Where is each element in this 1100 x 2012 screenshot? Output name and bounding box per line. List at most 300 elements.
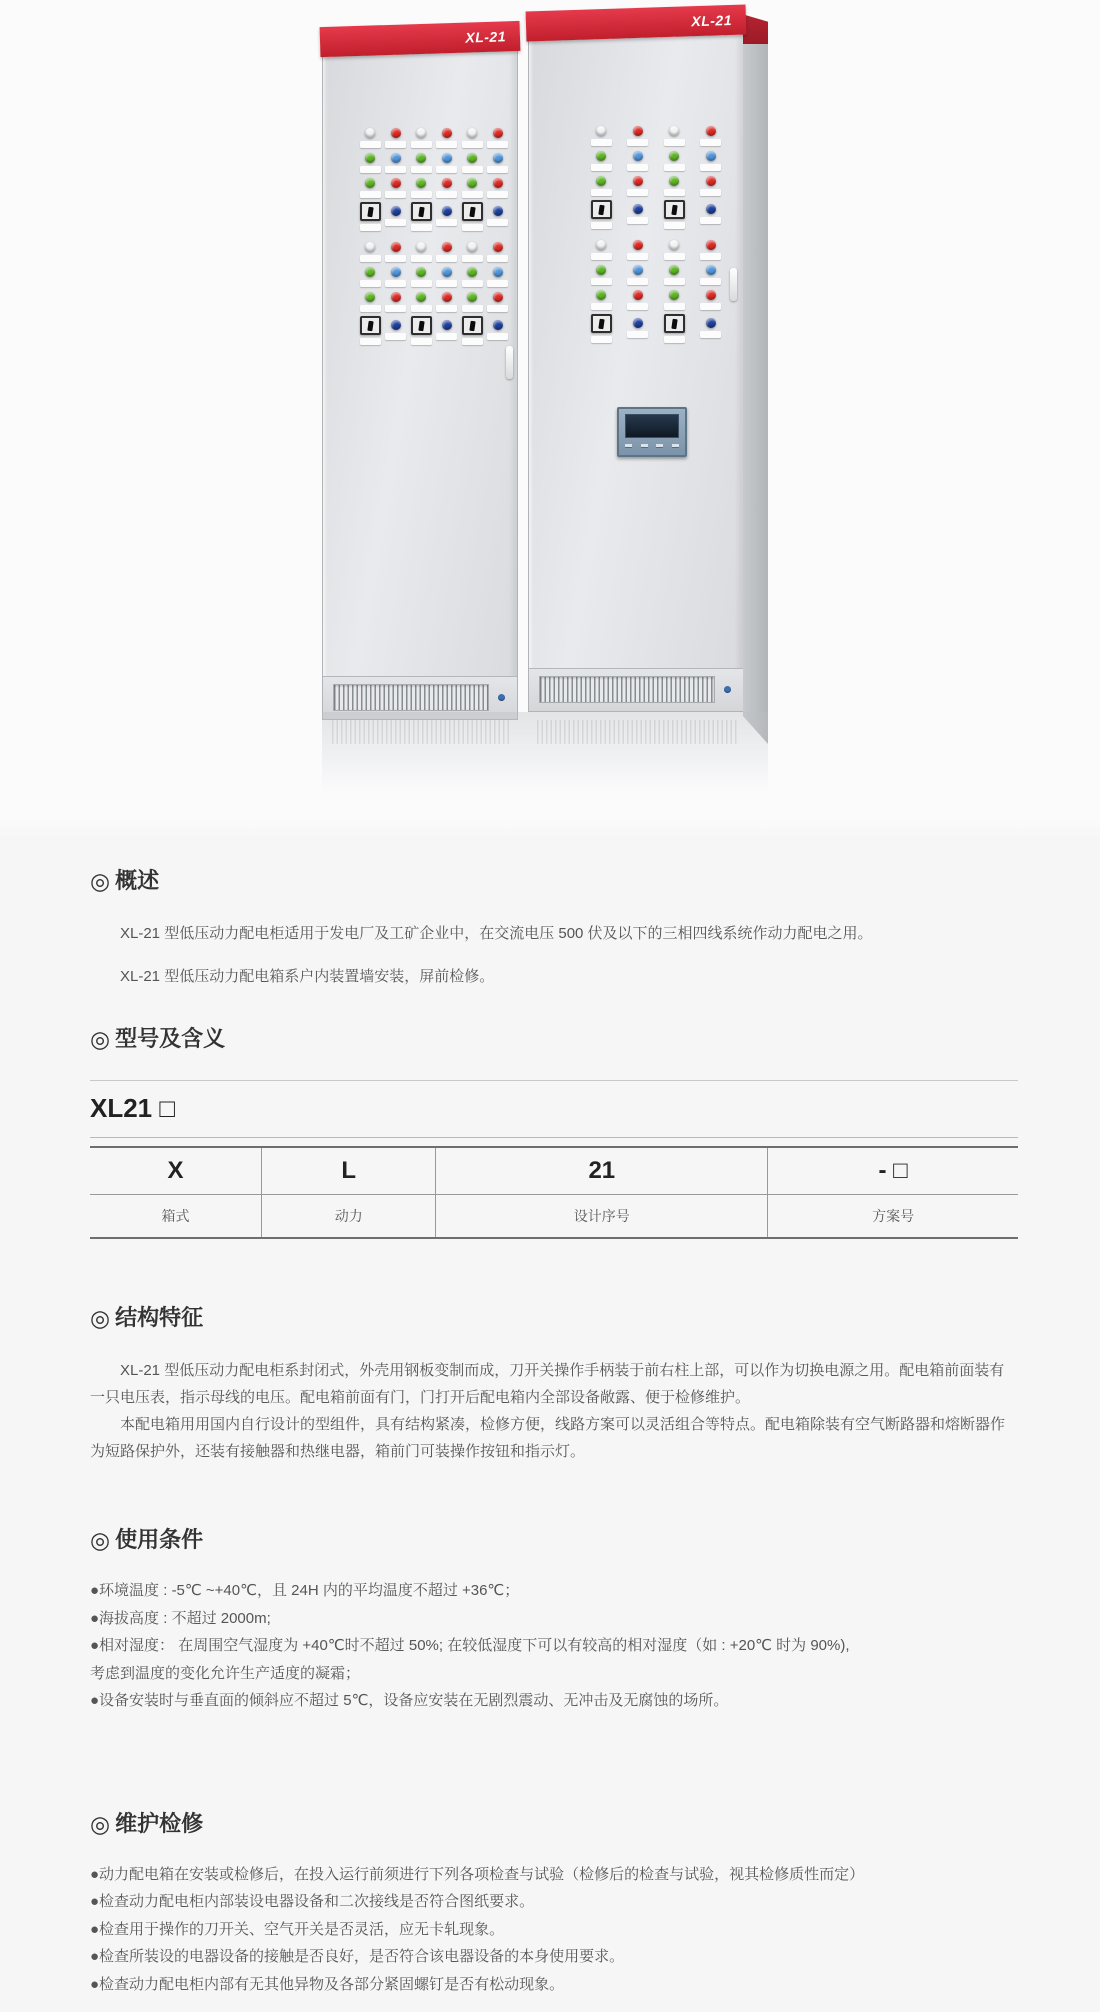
- label-strip: [436, 280, 457, 287]
- label-strip: [664, 253, 685, 260]
- model-code: [90, 1093, 1018, 1124]
- panel-row: [589, 240, 723, 260]
- label-strip: [700, 253, 721, 260]
- label-strip: [664, 164, 685, 171]
- floor-reflection: [322, 712, 768, 807]
- panel-cell: [409, 153, 433, 173]
- label-strip: [700, 139, 721, 146]
- label-strip: [487, 166, 508, 173]
- switch-lever: [671, 204, 677, 215]
- indicator-button-red: [706, 240, 716, 250]
- indicator-button-red: [391, 242, 401, 252]
- indicator-button-red: [442, 292, 452, 302]
- panel-cell: [460, 320, 484, 345]
- indicator-button-green: [416, 153, 426, 163]
- indicator-button-navy: [391, 320, 401, 330]
- cabinet-left-door: [322, 50, 518, 720]
- panel-cell: [435, 178, 459, 198]
- panel-row: [589, 265, 723, 285]
- panel-cell: [384, 320, 408, 345]
- conditions-list: [90, 1577, 1018, 1715]
- lock-dot-right: [724, 686, 731, 693]
- indicator-button-blue: [391, 267, 401, 277]
- label-strip: [591, 278, 612, 285]
- panel-cell: [435, 267, 459, 287]
- panel-cell: [626, 151, 650, 171]
- indicator-button-red: [442, 242, 452, 252]
- label-strip: [385, 191, 406, 198]
- label-strip: [385, 280, 406, 287]
- knife-switch-icon: [462, 202, 483, 221]
- label-strip: [700, 278, 721, 285]
- label-strip: [436, 166, 457, 173]
- label-strip: [487, 219, 508, 226]
- panel-cell: [358, 292, 382, 312]
- indicator-button-green: [669, 151, 679, 161]
- indicator-button-red: [633, 290, 643, 300]
- indicator-button-blue: [706, 265, 716, 275]
- indicator-button-red: [442, 128, 452, 138]
- panel-cell: [384, 206, 408, 231]
- panel-cell: [662, 240, 686, 260]
- indicator-button-green: [365, 153, 375, 163]
- label-strip: [436, 219, 457, 226]
- indicator-button-white: [669, 126, 679, 136]
- label-strip: [487, 280, 508, 287]
- panel-cell: [460, 128, 484, 148]
- indicator-button-white: [416, 128, 426, 138]
- panel-row: [358, 267, 510, 287]
- indicator-button-red: [391, 292, 401, 302]
- label-strip: [591, 164, 612, 171]
- panel-cell: [486, 320, 510, 345]
- indicator-button-blue: [442, 267, 452, 277]
- model-table-code-cell: X: [167, 1157, 184, 1184]
- indicator-button-red: [493, 242, 503, 252]
- indicator-button-white: [365, 242, 375, 252]
- panel-row: [589, 290, 723, 310]
- indicator-button-blue: [391, 153, 401, 163]
- knife-switch-icon: [411, 202, 432, 221]
- label-strip: [627, 139, 648, 146]
- panel-cell: [699, 151, 723, 171]
- model-table-meaning-cell: 箱式: [90, 1195, 262, 1239]
- bullseye-icon: ◎: [90, 1810, 111, 1837]
- panel-cell: [589, 126, 613, 146]
- indicator-button-green: [365, 267, 375, 277]
- panel-cell: [699, 126, 723, 146]
- panel-cell: [460, 153, 484, 173]
- panel-cell: [358, 267, 382, 287]
- indicator-button-red: [633, 176, 643, 186]
- lcd-display: [617, 407, 687, 457]
- panel-row: [589, 151, 723, 171]
- switch-lever: [598, 318, 604, 329]
- label-strip: [360, 224, 381, 231]
- panel-cell: [486, 242, 510, 262]
- panel-cell: [384, 292, 408, 312]
- label-strip: [591, 139, 612, 146]
- label-strip: [664, 139, 685, 146]
- control-button-grid-right: [589, 126, 723, 354]
- label-strip: [462, 224, 483, 231]
- label-strip: [436, 333, 457, 340]
- structure-paragraphs: [90, 1357, 1018, 1465]
- label-strip: [462, 255, 483, 262]
- switch-lever: [469, 206, 475, 217]
- panel-cell: [409, 320, 433, 345]
- panel-cell: [662, 176, 686, 196]
- indicator-button-red: [493, 178, 503, 188]
- panel-cell: [486, 267, 510, 287]
- panel-cell: [662, 318, 686, 343]
- label-strip: [462, 191, 483, 198]
- indicator-button-red: [706, 290, 716, 300]
- bullet-item: ●设备安装时与垂直面的倾斜应不超过 5℃，设备应安装在无剧烈震动、无冲击及无腐蚀的场所。: [90, 1692, 729, 1709]
- panel-cell: [435, 153, 459, 173]
- panel-cell: [358, 242, 382, 262]
- panel-row: [589, 318, 723, 343]
- panel-cell: [486, 128, 510, 148]
- panel-cell: [384, 128, 408, 148]
- label-strip: [487, 255, 508, 262]
- label-strip: [591, 336, 612, 343]
- panel-cell: [626, 265, 650, 285]
- panel-cell: [358, 153, 382, 173]
- cabinet-right-base: [529, 668, 743, 711]
- panel-cell: [626, 290, 650, 310]
- knife-switch-icon: [591, 314, 612, 333]
- bullet-item: ●海拔高度 : 不超过 2000m;: [90, 1609, 271, 1627]
- panel-row: [358, 242, 510, 262]
- section-title-model: [90, 1024, 1018, 1054]
- indicator-button-green: [467, 267, 477, 277]
- model-table-code-cell: 21: [436, 1147, 768, 1195]
- door-handle-right: [730, 268, 737, 301]
- paragraph: XL-21 型低压动力配电箱系户内装置墙安装，屏前检修。: [120, 968, 495, 985]
- label-strip: [462, 166, 483, 173]
- indicator-button-green: [669, 265, 679, 275]
- indicator-button-red: [706, 126, 716, 136]
- indicator-button-green: [596, 151, 606, 161]
- switch-lever: [598, 204, 604, 215]
- label-strip: [436, 305, 457, 312]
- indicator-button-blue: [706, 151, 716, 161]
- label-strip: [627, 303, 648, 310]
- panel-row: [589, 126, 723, 146]
- panel-cell: [409, 267, 433, 287]
- label-strip: [627, 253, 648, 260]
- label-strip: [385, 305, 406, 312]
- panel-cell: [699, 265, 723, 285]
- panel-cell: [435, 242, 459, 262]
- indicator-button-red: [493, 128, 503, 138]
- indicator-button-red: [442, 178, 452, 188]
- label-strip: [627, 331, 648, 338]
- divider-line-thin: [90, 1137, 1018, 1138]
- label-strip: [411, 224, 432, 231]
- indicator-button-red: [391, 178, 401, 188]
- cabinet-right: [528, 8, 744, 712]
- content-area: [0, 866, 1100, 1998]
- panel-cell: [460, 178, 484, 198]
- indicator-button-navy: [391, 206, 401, 216]
- label-strip: [411, 305, 432, 312]
- label-strip: [700, 303, 721, 310]
- indicator-button-green: [596, 290, 606, 300]
- indicator-button-blue: [442, 153, 452, 163]
- panel-row: [358, 153, 510, 173]
- indicator-button-navy: [493, 206, 503, 216]
- indicator-button-green: [365, 178, 375, 188]
- section-title-text: 维护检修: [115, 1810, 204, 1836]
- panel-cell: [699, 318, 723, 343]
- model-table-meaning-row: [90, 1195, 1018, 1239]
- paragraph: XL-21 型低压动力配电柜系封闭式，外壳用钢板变制而成，刀开关操作手柄装于前右柱上部，可以作为切换电源之用。配电箱前面装有一只电压表，指示母线的电压。配电箱前面有门，门打开后配电箱内全部设备敞露、便于检修维护。: [90, 1362, 1005, 1406]
- model-code-text: XL21: [90, 1093, 153, 1123]
- indicator-button-green: [669, 290, 679, 300]
- indicator-button-navy: [633, 204, 643, 214]
- panel-cell: [358, 320, 382, 345]
- lcd-screen: [625, 414, 679, 438]
- knife-switch-icon: [360, 202, 381, 221]
- cabinet-left-banner: [320, 21, 521, 57]
- panel-cell: [358, 178, 382, 198]
- section-title-overview: [90, 866, 1018, 896]
- lcd-key: [641, 444, 648, 447]
- panel-cell: [699, 290, 723, 310]
- label-strip: [360, 191, 381, 198]
- panel-cell: [662, 151, 686, 171]
- bullseye-icon: ◎: [90, 1026, 111, 1052]
- indicator-button-red: [391, 128, 401, 138]
- knife-switch-icon: [411, 316, 432, 335]
- section-title-text: 概述: [115, 868, 160, 893]
- indicator-button-white: [467, 128, 477, 138]
- label-strip: [664, 222, 685, 229]
- indicator-button-navy: [633, 318, 643, 328]
- panel-cell: [486, 292, 510, 312]
- label-strip: [627, 189, 648, 196]
- bullet-item: ●检查用于操作的刀开关、空气开关是否灵活，应无卡轧现象。: [90, 1920, 505, 1938]
- label-strip: [700, 164, 721, 171]
- indicator-button-white: [596, 240, 606, 250]
- bullet-item: 考虑到温度的变化允许生产适度的凝霜；: [90, 1664, 361, 1682]
- panel-cell: [460, 206, 484, 231]
- indicator-button-green: [416, 178, 426, 188]
- label-strip: [385, 255, 406, 262]
- indicator-button-red: [493, 292, 503, 302]
- section-model: [90, 1024, 1018, 1239]
- panel-cell: [384, 242, 408, 262]
- model-table-code-cell: - □: [768, 1147, 1018, 1195]
- indicator-button-navy: [493, 320, 503, 330]
- knife-switch-icon: [664, 314, 685, 333]
- knife-switch-icon: [664, 200, 685, 219]
- label-strip: [411, 280, 432, 287]
- label-strip: [436, 141, 457, 148]
- panel-cell: [435, 206, 459, 231]
- indicator-button-green: [467, 178, 477, 188]
- section-title-structure: [90, 1303, 1018, 1333]
- vent-grille-right: [539, 676, 715, 703]
- model-table-meaning-cell: 动力: [262, 1195, 436, 1239]
- switch-lever: [418, 320, 424, 331]
- label-strip: [360, 166, 381, 173]
- panel-cell: [699, 240, 723, 260]
- indicator-button-navy: [442, 320, 452, 330]
- section-title-maintenance: [90, 1809, 1018, 1839]
- indicator-button-white: [669, 240, 679, 250]
- panel-cell: [589, 176, 613, 196]
- indicator-button-green: [416, 267, 426, 277]
- label-strip: [487, 141, 508, 148]
- panel-cell: [409, 206, 433, 231]
- panel-row: [358, 128, 510, 148]
- indicator-button-green: [467, 153, 477, 163]
- cabinet-side-banner: [743, 12, 768, 44]
- lcd-keypad: [625, 441, 679, 450]
- panel-row: [358, 178, 510, 198]
- panel-cell: [626, 176, 650, 196]
- label-strip: [462, 141, 483, 148]
- section-overview: [90, 866, 1018, 990]
- panel-cell: [589, 265, 613, 285]
- label-strip: [360, 338, 381, 345]
- model-table: [90, 1146, 1018, 1239]
- reflection-vent-right: [537, 720, 737, 744]
- panel-cell: [589, 240, 613, 260]
- panel-cell: [435, 292, 459, 312]
- label-strip: [385, 333, 406, 340]
- paragraph: XL-21 型低压动力配电柜适用于发电厂及工矿企业中，在交流电压 500 伏及以下的三相四线系统作动力配电之用。: [120, 925, 873, 942]
- switch-lever: [367, 206, 373, 217]
- bullet-item: ●相对湿度： 在周围空气湿度为 +40℃时不超过 50%; 在较低湿度下可以有较高的相对湿度（如 : +20℃ 时为 90%),: [90, 1637, 850, 1654]
- indicator-button-blue: [493, 153, 503, 163]
- indicator-button-green: [669, 176, 679, 186]
- knife-switch-icon: [360, 316, 381, 335]
- section-title-text: 结构特征: [115, 1305, 204, 1330]
- panel-cell: [589, 290, 613, 310]
- label-strip: [487, 305, 508, 312]
- indicator-button-white: [416, 242, 426, 252]
- divider-line: [90, 1080, 1018, 1081]
- indicator-button-red: [706, 176, 716, 186]
- label-strip: [411, 255, 432, 262]
- panel-cell: [460, 267, 484, 287]
- bullet-item: ●检查动力配电柜内部装设电器设备和二次接线是否符合图纸要求。: [90, 1893, 535, 1910]
- panel-cell: [699, 176, 723, 196]
- bullseye-icon: ◎: [90, 1527, 111, 1553]
- control-button-grid-left: [358, 128, 510, 356]
- indicator-button-red: [633, 126, 643, 136]
- panel-cell: [435, 320, 459, 345]
- panel-cell: [460, 242, 484, 262]
- indicator-button-green: [365, 292, 375, 302]
- panel-cell: [589, 204, 613, 229]
- cabinet-left: [322, 24, 518, 720]
- label-strip: [591, 253, 612, 260]
- label-strip: [627, 278, 648, 285]
- cabinet-model-label: XL-21: [465, 28, 507, 46]
- lock-dot-left: [498, 694, 505, 701]
- section-maintenance: [90, 1809, 1018, 1999]
- paragraph: 本配电箱用用国内自行设计的型组件，具有结构紧凑，检修方便，线路方案可以灵活组合等特点。配电箱除装有空气断路器和熔断器作为短路保护外，还装有接触器和热继电器，箱前门可装操作按钮和指示灯。: [90, 1416, 1006, 1460]
- label-strip: [700, 331, 721, 338]
- panel-cell: [460, 292, 484, 312]
- panel-cell: [486, 153, 510, 173]
- bullet-item: ●环境温度 : -5℃ ~+40℃，且 24H 内的平均温度不超过 +36℃；: [90, 1582, 520, 1599]
- label-strip: [385, 219, 406, 226]
- cabinet-right-door: [528, 34, 744, 712]
- indicator-button-navy: [706, 204, 716, 214]
- label-strip: [411, 166, 432, 173]
- panel-row: [589, 176, 723, 196]
- switch-lever: [418, 206, 424, 217]
- indicator-button-white: [365, 128, 375, 138]
- panel-cell: [409, 292, 433, 312]
- section-structure: [90, 1303, 1018, 1465]
- indicator-button-red: [633, 240, 643, 250]
- label-strip: [360, 305, 381, 312]
- panel-cell: [626, 318, 650, 343]
- label-strip: [487, 191, 508, 198]
- label-strip: [360, 141, 381, 148]
- label-strip: [591, 222, 612, 229]
- door-handle-left: [506, 346, 513, 379]
- bullseye-icon: ◎: [90, 868, 111, 894]
- label-strip: [462, 280, 483, 287]
- label-strip: [664, 278, 685, 285]
- indicator-button-blue: [493, 267, 503, 277]
- label-strip: [462, 338, 483, 345]
- label-strip: [591, 189, 612, 196]
- cabinet-side-panel: [743, 10, 768, 744]
- panel-cell: [662, 265, 686, 285]
- vent-grille-left: [333, 684, 489, 711]
- label-strip: [700, 217, 721, 224]
- cabinet-model-label: XL-21: [691, 11, 733, 30]
- panel-cell: [626, 204, 650, 229]
- panel-cell: [486, 206, 510, 231]
- panel-cell: [662, 290, 686, 310]
- lcd-key: [625, 444, 632, 447]
- indicator-button-green: [467, 292, 477, 302]
- product-photo: [0, 0, 1100, 810]
- indicator-button-blue: [633, 151, 643, 161]
- panel-cell: [384, 267, 408, 287]
- bullseye-icon: ◎: [90, 1305, 111, 1331]
- indicator-button-green: [596, 176, 606, 186]
- indicator-button-green: [596, 265, 606, 275]
- indicator-button-green: [416, 292, 426, 302]
- panel-cell: [409, 178, 433, 198]
- switch-lever: [367, 320, 373, 331]
- panel-cell: [358, 128, 382, 148]
- section-title-conditions: [90, 1525, 1018, 1555]
- section-title-text: 使用条件: [115, 1527, 204, 1552]
- panel-row: [589, 204, 723, 229]
- label-strip: [591, 303, 612, 310]
- overview-paragraphs: [90, 920, 1018, 990]
- indicator-button-white: [467, 242, 477, 252]
- lcd-key: [656, 444, 663, 447]
- label-strip: [436, 255, 457, 262]
- switch-lever: [469, 320, 475, 331]
- label-strip: [627, 217, 648, 224]
- indicator-button-white: [596, 126, 606, 136]
- bullet-item: ●动力配电箱在安装或检修后，在投入运行前须进行下列各项检查与试验（检修后的检查与试验，视其检修质性而定）: [90, 1865, 865, 1883]
